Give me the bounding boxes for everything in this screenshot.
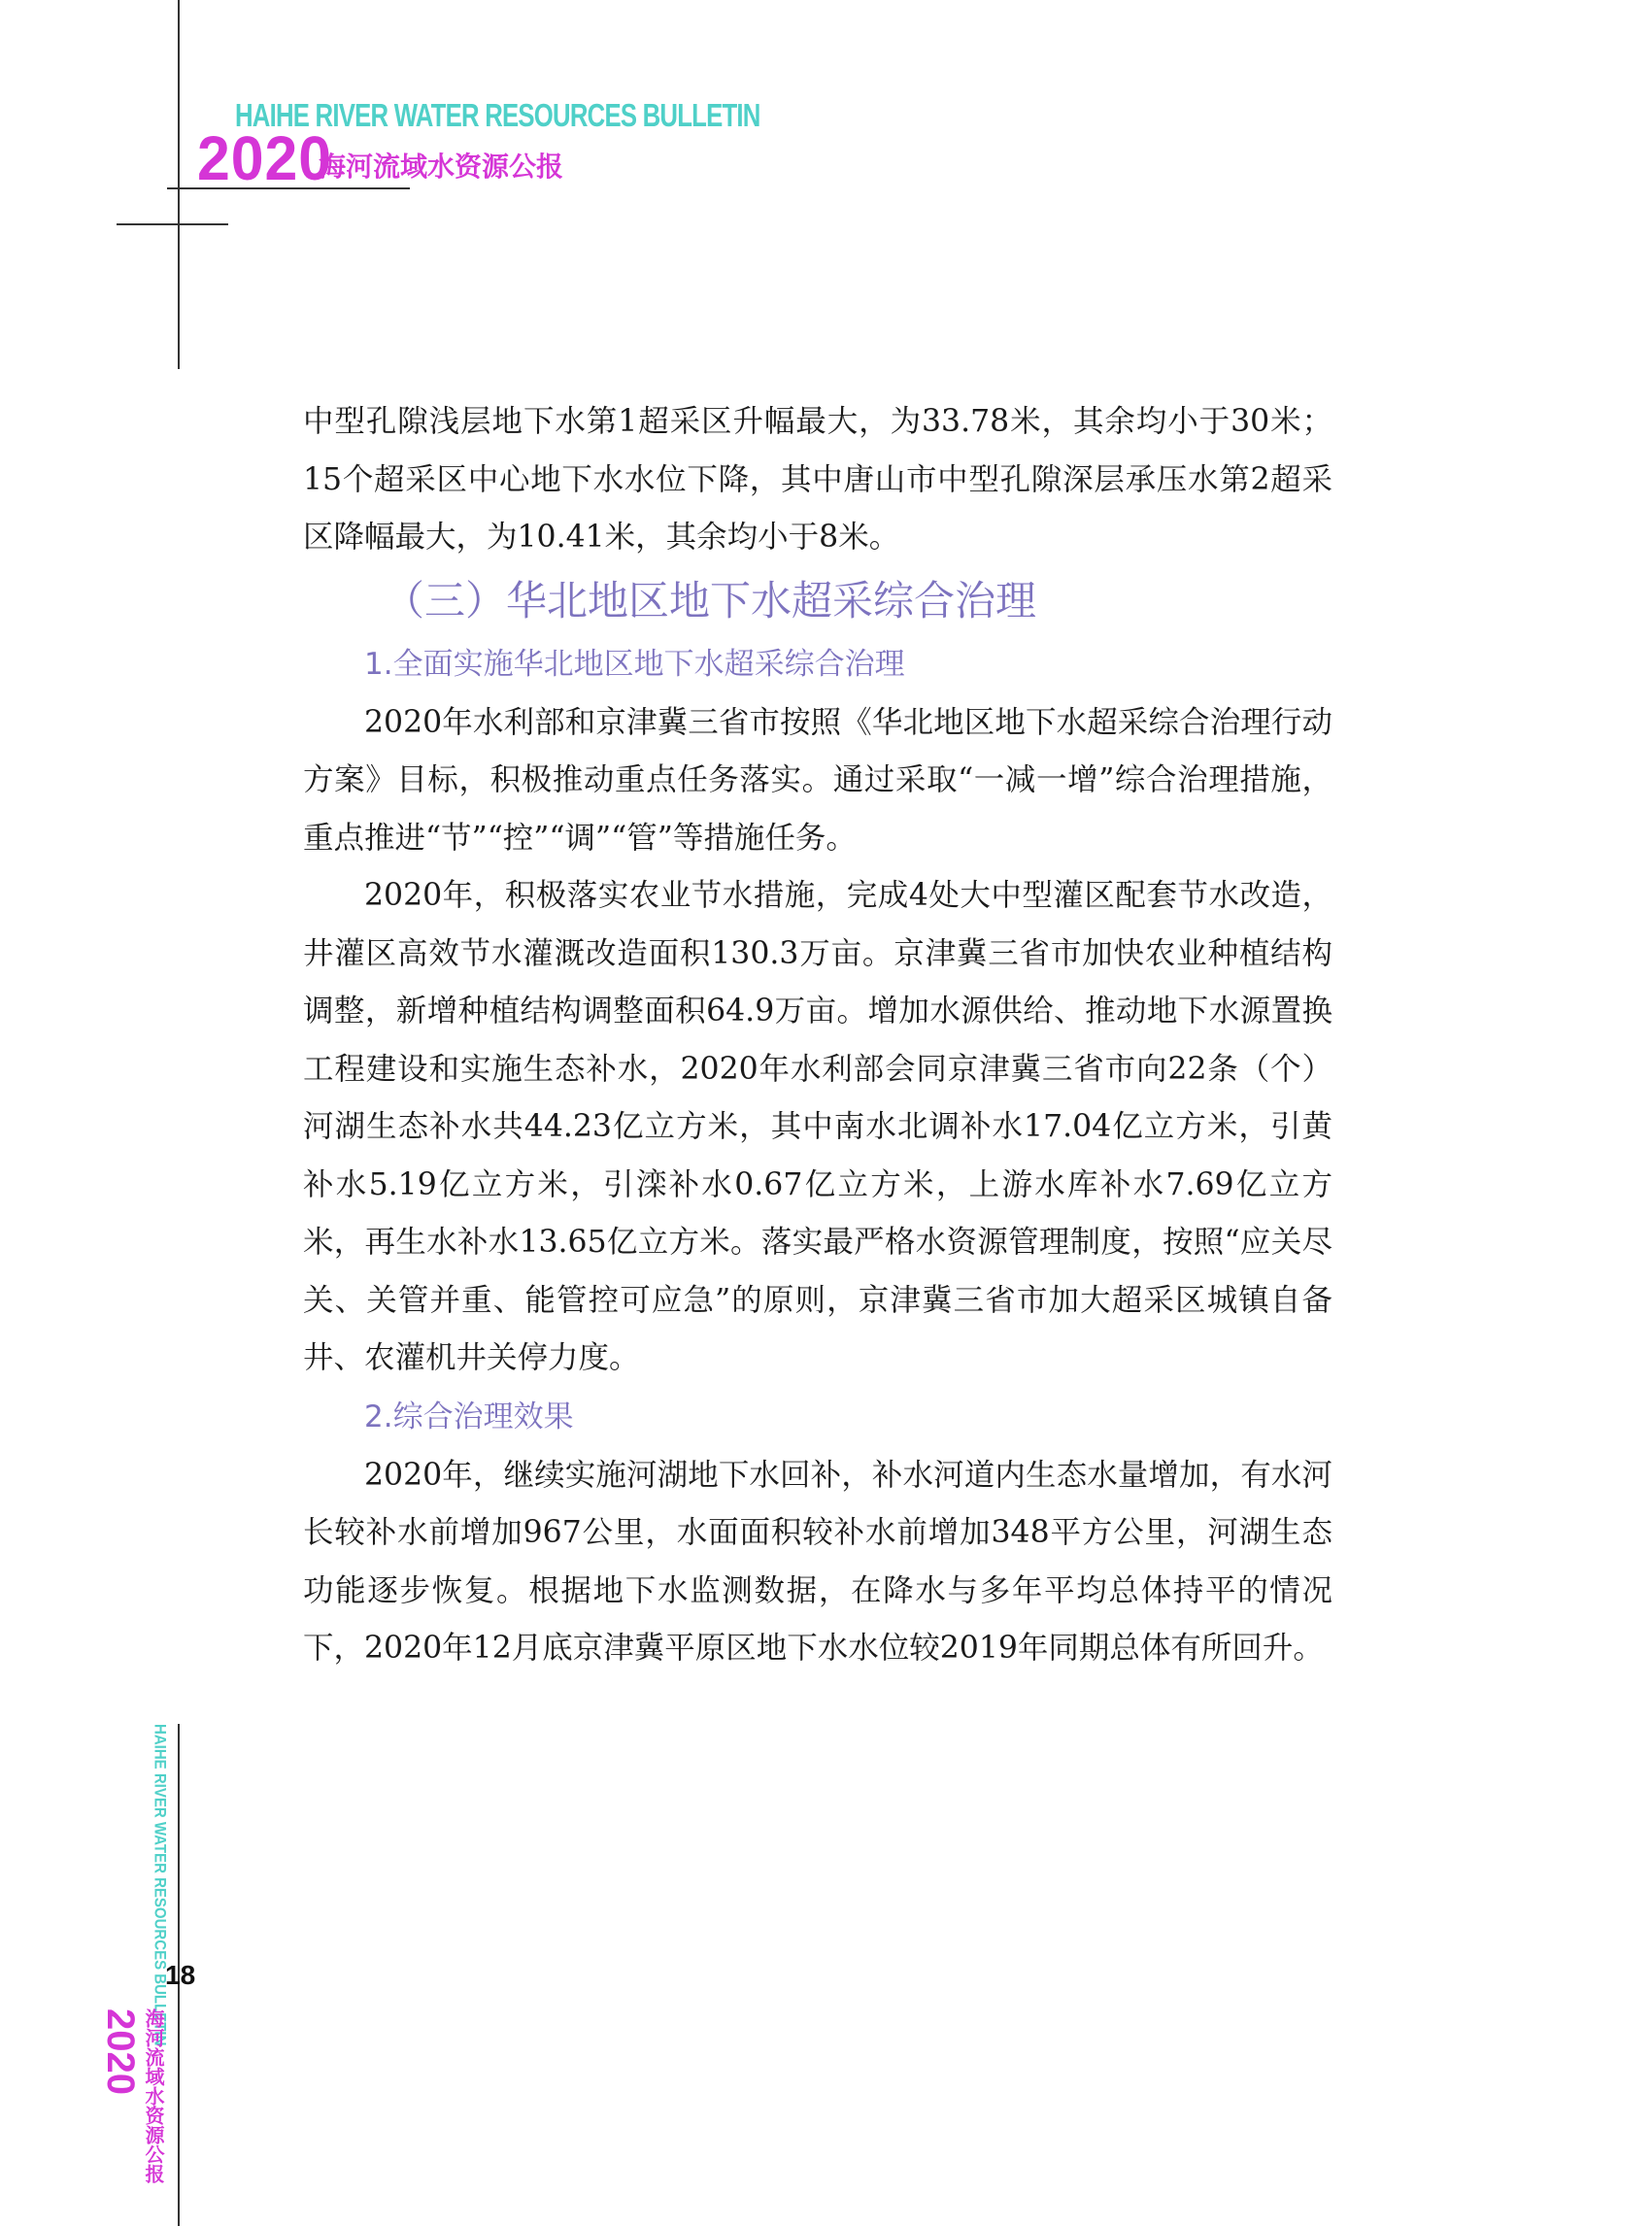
header-title-en: HAIHE RIVER WATER RESOURCES BULLETIN <box>235 97 760 133</box>
side-title-cn: 海河流域水资源公报 <box>142 2008 165 2183</box>
page-number: 18 <box>165 1960 196 1990</box>
header-title-cn: 海河流域水资源公报 <box>319 151 564 183</box>
paragraph-4: 2020年，继续实施河湖地下水回补，补水河道内生态水量增加，有水河长较补水前增加967公里，水面面积较补水前增加348平方公里，河湖生态功能逐步恢复。根据地下水监测数据，在降水与多年平均总体持平的情况下，2020年12月底京津冀平原区地下水水位较2019年同期总体有所回升。 <box>303 1457 1332 1666</box>
header-year: 2020 <box>197 123 333 193</box>
crop-line-vertical-top <box>178 0 180 369</box>
subheading-2: 2.综合治理效果 <box>364 1399 574 1434</box>
side-year: 2020 <box>99 2008 142 2095</box>
page-body <box>303 393 1332 1678</box>
paragraph-1: 中型孔隙浅层地下水第1超采区升幅最大，为33.78米，其余均小于30米；15个超采区中心地下水水位下降，其中唐山市中型孔隙深层承压水第2超采区降幅最大，为10.41米，其余均小于8米。 <box>303 404 1332 555</box>
side-title-en: HAIHE RIVER WATER RESOURCES BULLETIN <box>151 1724 169 2046</box>
crop-line-horizontal-short <box>117 223 228 225</box>
paragraph-3: 2020年，积极落实农业节水措施，完成4处大中型灌区配套节水改造，井灌区高效节水灌溉改造面积130.3万亩。京津冀三省市加快农业种植结构调整，新增种植结构调整面积64.9万亩。增加水源供给、推动地下水源置换工程建设和实施生态补水，2020年水利部会同京津冀三省市向22条（个）河湖生态补水共44.23亿立方米，其中南水北调补水17.04亿立方米，引黄补水5.19亿立方米，引滦补水0.67亿立方米，上游水库补水7.69亿立方米，再生水补水13.65亿立方米。落实最严格水资源管理制度，按照“应关尽关、关管并重、能管控可应急”的原则，京津冀三省市加大超采区城镇自备井、农灌机井关停力度。 <box>303 878 1332 1375</box>
paragraph-2: 2020年水利部和京津冀三省市按照《华北地区地下水超采综合治理行动方案》目标，积极推动重点任务落实。通过采取“一减一增”综合治理措施，重点推进“节”“控”“调”“管”等措施任务。 <box>303 704 1332 856</box>
subheading-1: 1.全面实施华北地区地下水超采综合治理 <box>364 646 905 682</box>
section-title: （三）华北地区地下水超采综合治理 <box>384 576 1037 624</box>
